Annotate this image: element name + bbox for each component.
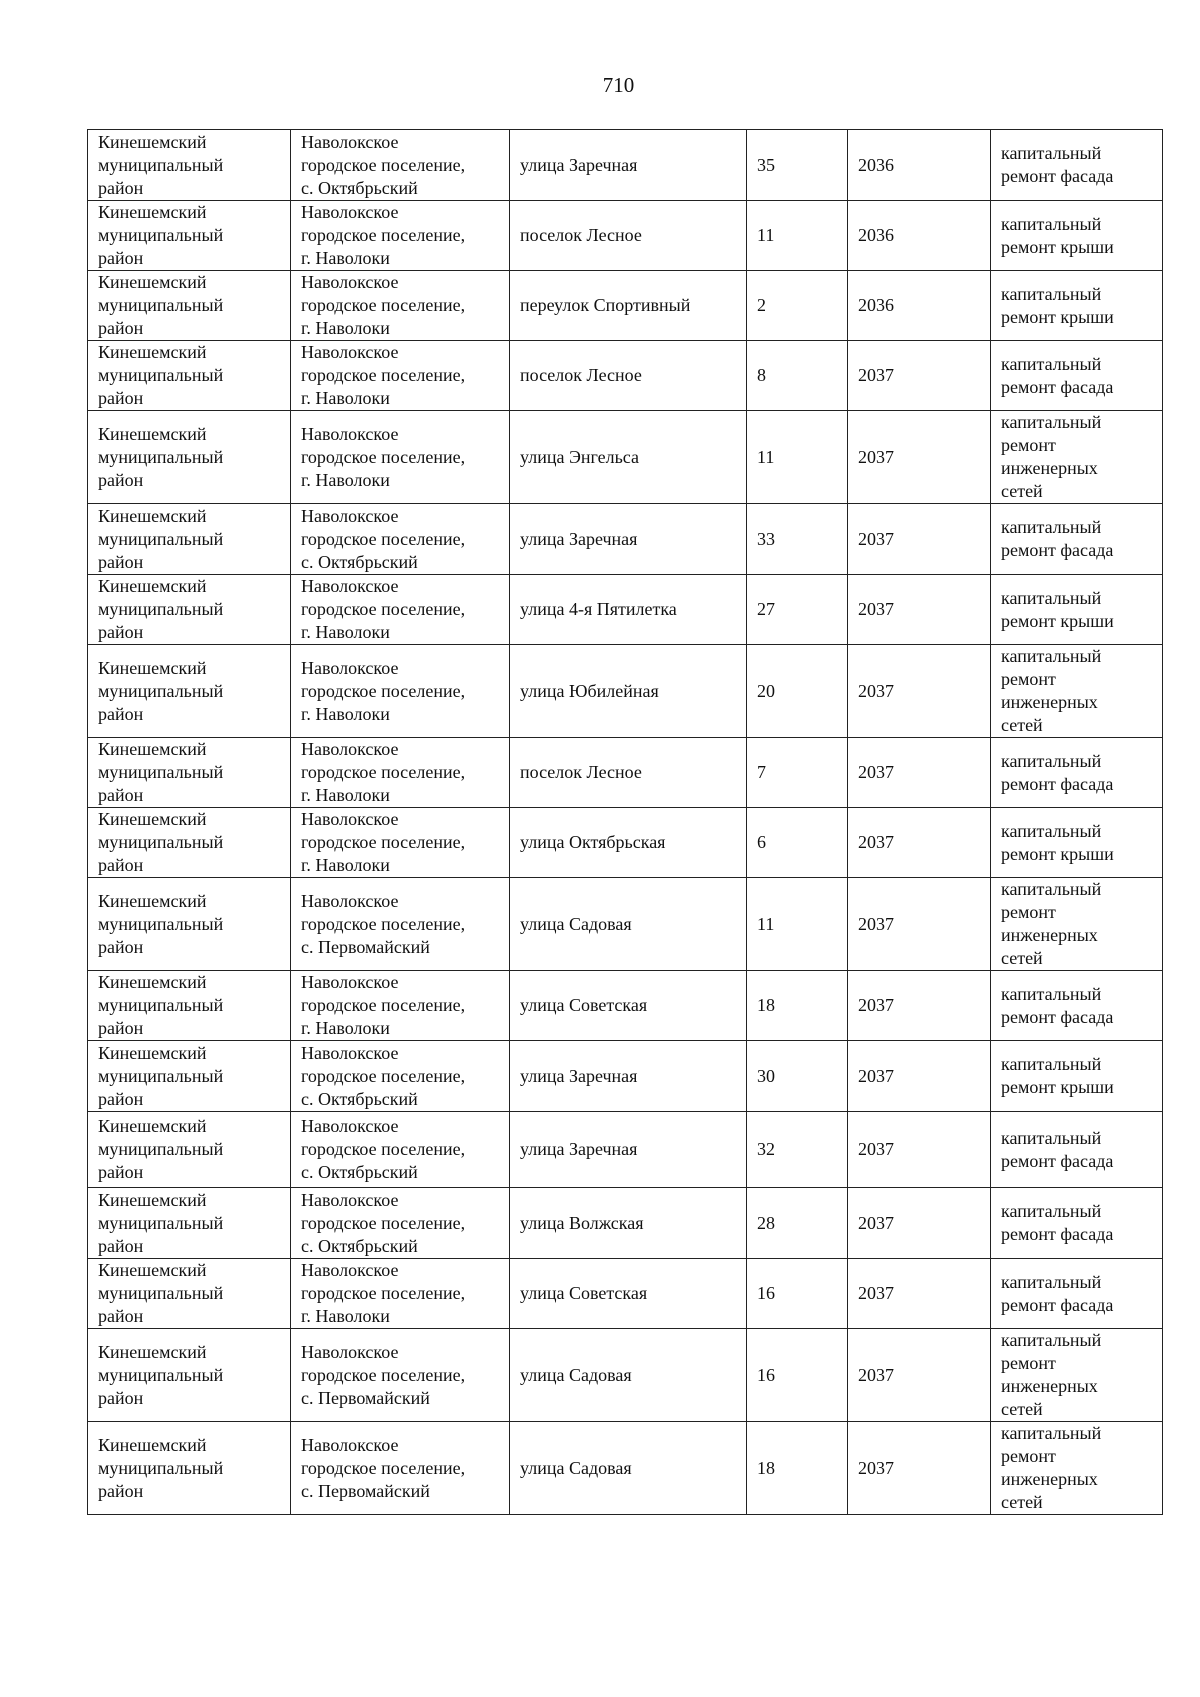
house-number-cell: 16 bbox=[747, 1259, 848, 1329]
work-type-cell: капитальный ремонт фасада bbox=[991, 1188, 1163, 1259]
year-cell: 2037 bbox=[848, 1112, 991, 1188]
table-row bbox=[88, 1422, 1163, 1515]
house-number-cell: 33 bbox=[747, 504, 848, 575]
settlement-cell: Наволокское городское поселение, с. Октябрьский bbox=[291, 1112, 510, 1188]
street-cell: улица Заречная bbox=[510, 1112, 747, 1188]
year-cell: 2037 bbox=[848, 1259, 991, 1329]
work-type-cell: капитальный ремонт крыши bbox=[991, 201, 1163, 271]
district-cell: Кинешемский муниципальный район bbox=[88, 1112, 291, 1188]
district-cell: Кинешемский муниципальный район bbox=[88, 504, 291, 575]
year-cell: 2037 bbox=[848, 645, 991, 738]
house-number-cell: 6 bbox=[747, 808, 848, 878]
street-cell: улица Советская bbox=[510, 1259, 747, 1329]
settlement-cell: Наволокское городское поселение, г. Наволоки bbox=[291, 341, 510, 411]
table-row bbox=[88, 575, 1163, 645]
street-cell: поселок Лесное bbox=[510, 341, 747, 411]
work-type-cell: капитальный ремонт фасада bbox=[991, 130, 1163, 201]
district-cell: Кинешемский муниципальный район bbox=[88, 575, 291, 645]
settlement-cell: Наволокское городское поселение, с. Первомайский bbox=[291, 1329, 510, 1422]
house-number-cell: 16 bbox=[747, 1329, 848, 1422]
year-cell: 2037 bbox=[848, 1422, 991, 1515]
house-number-cell: 11 bbox=[747, 201, 848, 271]
street-cell: улица Заречная bbox=[510, 504, 747, 575]
street-cell: улица Заречная bbox=[510, 1041, 747, 1112]
year-cell: 2037 bbox=[848, 1329, 991, 1422]
district-cell: Кинешемский муниципальный район bbox=[88, 1422, 291, 1515]
page-number: 710 bbox=[602, 73, 635, 97]
street-cell: улица 4-я Пятилетка bbox=[510, 575, 747, 645]
street-cell: поселок Лесное bbox=[510, 738, 747, 808]
year-cell: 2037 bbox=[848, 411, 991, 504]
district-cell: Кинешемский муниципальный район bbox=[88, 341, 291, 411]
work-type-cell: капитальный ремонт инженерных сетей bbox=[991, 411, 1163, 504]
house-number-cell: 30 bbox=[747, 1041, 848, 1112]
work-type-cell: капитальный ремонт фасада bbox=[991, 504, 1163, 575]
house-number-cell: 20 bbox=[747, 645, 848, 738]
district-cell: Кинешемский муниципальный район bbox=[88, 1188, 291, 1259]
street-cell: улица Юбилейная bbox=[510, 645, 747, 738]
table-row bbox=[88, 971, 1163, 1041]
house-number-cell: 7 bbox=[747, 738, 848, 808]
year-cell: 2037 bbox=[848, 738, 991, 808]
table-row bbox=[88, 1112, 1163, 1188]
table-row bbox=[88, 738, 1163, 808]
year-cell: 2037 bbox=[848, 878, 991, 971]
work-type-cell: капитальный ремонт инженерных сетей bbox=[991, 1422, 1163, 1515]
work-type-cell: капитальный ремонт фасада bbox=[991, 1112, 1163, 1188]
house-number-cell: 27 bbox=[747, 575, 848, 645]
settlement-cell: Наволокское городское поселение, г. Наволоки bbox=[291, 971, 510, 1041]
district-cell: Кинешемский муниципальный район bbox=[88, 130, 291, 201]
settlement-cell: Наволокское городское поселение, с. Октябрьский bbox=[291, 504, 510, 575]
district-cell: Кинешемский муниципальный район bbox=[88, 645, 291, 738]
street-cell: улица Энгельса bbox=[510, 411, 747, 504]
house-number-cell: 2 bbox=[747, 271, 848, 341]
settlement-cell: Наволокское городское поселение, с. Октябрьский bbox=[291, 130, 510, 201]
street-cell: улица Волжская bbox=[510, 1188, 747, 1259]
work-type-cell: капитальный ремонт фасада bbox=[991, 738, 1163, 808]
table-row bbox=[88, 1259, 1163, 1329]
street-cell: улица Садовая bbox=[510, 878, 747, 971]
table-row bbox=[88, 411, 1163, 504]
settlement-cell: Наволокское городское поселение, г. Наволоки bbox=[291, 201, 510, 271]
settlement-cell: Наволокское городское поселение, с. Первомайский bbox=[291, 1422, 510, 1515]
table-row bbox=[88, 1041, 1163, 1112]
house-number-cell: 18 bbox=[747, 1422, 848, 1515]
street-cell: улица Заречная bbox=[510, 130, 747, 201]
work-type-cell: капитальный ремонт фасада bbox=[991, 341, 1163, 411]
work-type-cell: капитальный ремонт фасада bbox=[991, 1259, 1163, 1329]
table-row bbox=[88, 504, 1163, 575]
table-row bbox=[88, 271, 1163, 341]
year-cell: 2036 bbox=[848, 201, 991, 271]
district-cell: Кинешемский муниципальный район bbox=[88, 1041, 291, 1112]
settlement-cell: Наволокское городское поселение, г. Наволоки bbox=[291, 1259, 510, 1329]
table-body bbox=[88, 130, 1163, 1515]
district-cell: Кинешемский муниципальный район bbox=[88, 201, 291, 271]
district-cell: Кинешемский муниципальный район bbox=[88, 971, 291, 1041]
settlement-cell: Наволокское городское поселение, г. Наволоки bbox=[291, 645, 510, 738]
year-cell: 2037 bbox=[848, 1188, 991, 1259]
district-cell: Кинешемский муниципальный район bbox=[88, 878, 291, 971]
work-type-cell: капитальный ремонт инженерных сетей bbox=[991, 645, 1163, 738]
work-type-cell: капитальный ремонт инженерных сетей bbox=[991, 878, 1163, 971]
settlement-cell: Наволокское городское поселение, г. Наволоки bbox=[291, 738, 510, 808]
year-cell: 2036 bbox=[848, 130, 991, 201]
district-cell: Кинешемский муниципальный район bbox=[88, 271, 291, 341]
street-cell: улица Октябрьская bbox=[510, 808, 747, 878]
work-type-cell: капитальный ремонт крыши bbox=[991, 808, 1163, 878]
year-cell: 2037 bbox=[848, 1041, 991, 1112]
year-cell: 2036 bbox=[848, 271, 991, 341]
settlement-cell: Наволокское городское поселение, г. Наволоки bbox=[291, 271, 510, 341]
year-cell: 2037 bbox=[848, 341, 991, 411]
street-cell: переулок Спортивный bbox=[510, 271, 747, 341]
table-row bbox=[88, 1188, 1163, 1259]
street-cell: улица Советская bbox=[510, 971, 747, 1041]
table-row bbox=[88, 878, 1163, 971]
settlement-cell: Наволокское городское поселение, г. Наволоки bbox=[291, 808, 510, 878]
table-row bbox=[88, 645, 1163, 738]
repair-schedule-table bbox=[87, 129, 1163, 1515]
district-cell: Кинешемский муниципальный район bbox=[88, 1259, 291, 1329]
house-number-cell: 28 bbox=[747, 1188, 848, 1259]
house-number-cell: 18 bbox=[747, 971, 848, 1041]
work-type-cell: капитальный ремонт крыши bbox=[991, 271, 1163, 341]
house-number-cell: 8 bbox=[747, 341, 848, 411]
table-row bbox=[88, 1329, 1163, 1422]
district-cell: Кинешемский муниципальный район bbox=[88, 808, 291, 878]
street-cell: улица Садовая bbox=[510, 1422, 747, 1515]
work-type-cell: капитальный ремонт крыши bbox=[991, 1041, 1163, 1112]
year-cell: 2037 bbox=[848, 808, 991, 878]
house-number-cell: 35 bbox=[747, 130, 848, 201]
year-cell: 2037 bbox=[848, 504, 991, 575]
table-row bbox=[88, 201, 1163, 271]
district-cell: Кинешемский муниципальный район bbox=[88, 738, 291, 808]
settlement-cell: Наволокское городское поселение, г. Наволоки bbox=[291, 411, 510, 504]
table-row bbox=[88, 808, 1163, 878]
district-cell: Кинешемский муниципальный район bbox=[88, 411, 291, 504]
work-type-cell: капитальный ремонт инженерных сетей bbox=[991, 1329, 1163, 1422]
table-row bbox=[88, 341, 1163, 411]
settlement-cell: Наволокское городское поселение, с. Октябрьский bbox=[291, 1041, 510, 1112]
work-type-cell: капитальный ремонт крыши bbox=[991, 575, 1163, 645]
settlement-cell: Наволокское городское поселение, с. Первомайский bbox=[291, 878, 510, 971]
work-type-cell: капитальный ремонт фасада bbox=[991, 971, 1163, 1041]
year-cell: 2037 bbox=[848, 575, 991, 645]
house-number-cell: 11 bbox=[747, 878, 848, 971]
year-cell: 2037 bbox=[848, 971, 991, 1041]
street-cell: улица Садовая bbox=[510, 1329, 747, 1422]
district-cell: Кинешемский муниципальный район bbox=[88, 1329, 291, 1422]
street-cell: поселок Лесное bbox=[510, 201, 747, 271]
table-row bbox=[88, 130, 1163, 201]
settlement-cell: Наволокское городское поселение, г. Наволоки bbox=[291, 575, 510, 645]
settlement-cell: Наволокское городское поселение, с. Октябрьский bbox=[291, 1188, 510, 1259]
house-number-cell: 11 bbox=[747, 411, 848, 504]
house-number-cell: 32 bbox=[747, 1112, 848, 1188]
